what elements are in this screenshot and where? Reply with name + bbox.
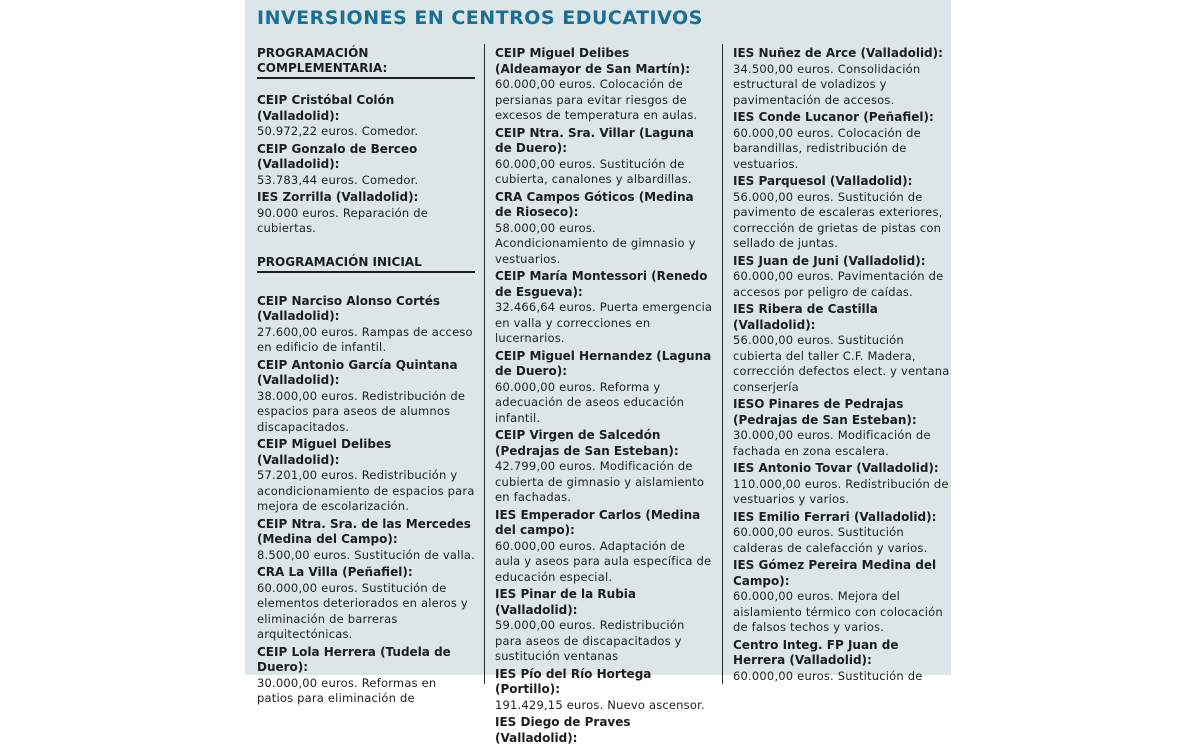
investment-description: 32.466,64 euros. Puerta emergencia en valla y correcciones en lucernarios. xyxy=(495,300,713,345)
page-title: INVERSIONES EN CENTROS EDUCATIVOS xyxy=(257,7,703,29)
school-entry xyxy=(495,667,713,714)
school-name: CEIP Miguel Delibes (Aldeamayor de San Martín): xyxy=(495,46,691,76)
entry-list-complementaria xyxy=(257,93,475,237)
school-entry xyxy=(495,428,713,506)
investment-description: 56.000,00 euros. Sustitución de pavimento de escaleras exteriores, corrección de grietas de pistas con sellado de juntas. xyxy=(733,189,943,250)
school-entry xyxy=(495,715,713,746)
investment-description: 60.000,00 euros. Colocación de persianas para evitar riesgos de excesos de temperatura en aulas. xyxy=(495,77,698,122)
investment-description: 90.000 euros. Reparación de cubiertas. xyxy=(257,205,429,235)
school-name: IES Nuñez de Arce (Valladolid): xyxy=(733,46,943,60)
section-heading-complementaria: PROGRAMACIÓN COMPLEMENTARIA: xyxy=(257,46,475,79)
school-entry xyxy=(733,254,951,301)
column-2 xyxy=(495,46,713,748)
school-name: CRA Campos Góticos (Medina de Rioseco): xyxy=(495,189,694,219)
school-entry xyxy=(495,46,713,124)
school-name: IES Ribera de Castilla (Valladolid): xyxy=(733,302,878,332)
column-divider xyxy=(484,44,485,684)
investment-description: 57.201,00 euros. Redistribución y acondicionamiento de espacios para mejora de escolarización. xyxy=(257,468,475,513)
school-entry xyxy=(495,190,713,268)
school-entry xyxy=(257,190,475,237)
investment-description: 34.500,00 euros. Consolidación estructural de voladizos y pavimentación de accesos. xyxy=(733,61,921,107)
school-name: CEIP Gonzalo de Berceo (Valladolid): xyxy=(257,141,418,171)
school-name: Centro Integ. FP Juan de Herrera (Valladolid): xyxy=(733,637,899,667)
column-divider xyxy=(722,44,723,684)
investment-description: 60.000,00 euros. Sustitución calderas de calefacción y varios. xyxy=(733,525,928,555)
entry-list-inicial xyxy=(257,294,475,707)
investment-description: 27.600,00 euros. Rampas de acceso en edificio de infantil. xyxy=(257,324,473,354)
school-name: CEIP Lola Herrera (Tudela de Duero): xyxy=(257,644,451,674)
school-entry xyxy=(495,349,713,427)
investment-description: 30.000,00 euros. Modificación de fachada en zona escalera. xyxy=(733,428,931,458)
school-entry xyxy=(733,397,951,459)
school-entry xyxy=(257,93,475,140)
investment-description: 56.000,00 euros. Sustitución cubierta del taller C.F. Madera, corrección defectos elect. y ventana conserjería xyxy=(733,333,950,394)
school-name: CEIP Ntra. Sra. de las Mercedes (Medina del Campo): xyxy=(257,516,471,546)
school-entry xyxy=(733,302,951,395)
investment-description: 60.000,00 euros. Adaptación de aula y aseos para aula específica de educación especial. xyxy=(495,538,712,584)
school-name: CEIP Miguel Hernandez (Laguna de Duero): xyxy=(495,348,712,378)
investment-description: 59.000,00 euros. Redistribución para aseos de discapacitados y sustitución ventanas xyxy=(495,618,685,663)
school-name: IES Conde Lucanor (Peñafiel): xyxy=(733,110,934,124)
school-name: IES Gómez Pereira Medina del Campo): xyxy=(733,558,937,588)
school-name: CEIP Antonio García Quintana (Valladolid): xyxy=(257,357,458,387)
school-name: IES Parquesol (Valladolid): xyxy=(733,174,913,188)
school-name: IES Emperador Carlos (Medina del campo): xyxy=(495,507,701,537)
school-name: IES Zorrilla (Valladolid): xyxy=(257,190,419,204)
investment-description: 110.000,00 euros. Redistribución de vestuarios y varios. xyxy=(733,476,949,506)
school-name: CEIP Cristóbal Colón (Valladolid): xyxy=(257,93,395,123)
entry-list xyxy=(733,46,951,684)
school-name: IES Antonio Tovar (Valladolid): xyxy=(733,461,939,475)
school-name: IES Pinar de la Rubia (Valladolid): xyxy=(495,587,637,617)
investment-description: 50.972,22 euros. Comedor. xyxy=(257,124,419,138)
school-entry xyxy=(495,508,713,586)
school-name: IES Diego de Praves (Valladolid): xyxy=(495,715,631,745)
school-entry xyxy=(733,110,951,172)
investment-description: 191.429,15 euros. Nuevo ascensor. xyxy=(495,697,705,712)
school-name: CEIP Ntra. Sra. Villar (Laguna de Duero): xyxy=(495,125,694,155)
column-3 xyxy=(733,46,951,686)
infographic-panel xyxy=(245,0,951,745)
investment-description: 60.000,00 euros. Mejora del aislamiento térmico con colocación de falsos techos y varios. xyxy=(733,589,943,634)
investment-description: 30.000,00 euros. Reformas en patios para eliminación de xyxy=(257,675,437,705)
school-entry xyxy=(257,437,475,515)
school-entry xyxy=(257,294,475,356)
investment-description: 8.500,00 euros. Sustitución de valla. xyxy=(257,547,475,562)
investment-description: 38.000,00 euros. Redistribución de espacios para aseos de alumnos discapacitados. xyxy=(257,388,466,434)
school-entry xyxy=(495,126,713,188)
school-entry xyxy=(257,358,475,436)
school-name: CEIP Miguel Delibes (Valladolid): xyxy=(257,437,392,467)
school-entry xyxy=(733,174,951,252)
school-name: IES Pío del Río Hortega (Portillo): xyxy=(495,666,652,696)
school-entry xyxy=(495,587,713,665)
school-entry xyxy=(733,558,951,636)
investment-description: 60.000,00 euros. Sustitución de xyxy=(733,668,923,683)
school-entry xyxy=(733,510,951,557)
school-entry xyxy=(495,269,713,347)
school-name: IES Juan de Juni (Valladolid): xyxy=(733,253,926,268)
school-entry xyxy=(257,517,475,564)
school-entry xyxy=(257,645,475,707)
investment-description: 60.000,00 euros. Colocación de barandillas, redistribución de vestuarios. xyxy=(733,125,921,171)
column-1 xyxy=(257,46,475,709)
school-name: CEIP Virgen de Salcedón (Pedrajas de San Esteban): xyxy=(495,428,679,458)
investment-description: 60.000,00 euros. Sustitución de cubierta, canalones y albardillas. xyxy=(495,156,692,186)
school-name: IESO Pinares de Pedrajas (Pedrajas de San Esteban): xyxy=(733,397,917,427)
investment-description: 42.799,00 euros. Modificación de cubierta de gimnasio y aislamiento en fachadas. xyxy=(495,459,705,504)
investment-description: 60.000,00 euros. Pavimentación de accesos por peligro de caídas. xyxy=(733,269,944,299)
school-name: CEIP Narciso Alonso Cortés (Valladolid): xyxy=(257,293,441,323)
school-entry xyxy=(733,46,951,108)
school-entry xyxy=(257,142,475,189)
school-entry xyxy=(733,461,951,508)
school-name: IES Emilio Ferrari (Valladolid): xyxy=(733,509,937,524)
investment-description: 53.783,44 euros. Comedor. xyxy=(257,172,419,187)
investment-description: 60.000,00 euros. Reforma y adecuación de aseos educación infantil. xyxy=(495,379,685,425)
investment-description: 58.000,00 euros. Acondicionamiento de gimnasio y vestuarios. xyxy=(495,220,696,266)
school-entry xyxy=(257,565,475,643)
investment-description: 60.000,00 euros. Sustitución de elementos deteriorados en aleros y eliminación de barreras arquitectónicas. xyxy=(257,580,468,641)
school-name: CRA La Villa (Peñafiel): xyxy=(257,565,413,579)
school-name: CEIP María Montessori (Renedo de Esgueva): xyxy=(495,269,708,299)
entry-list xyxy=(495,46,713,746)
section-heading-inicial: PROGRAMACIÓN INICIAL xyxy=(257,255,475,273)
school-entry xyxy=(733,638,951,685)
